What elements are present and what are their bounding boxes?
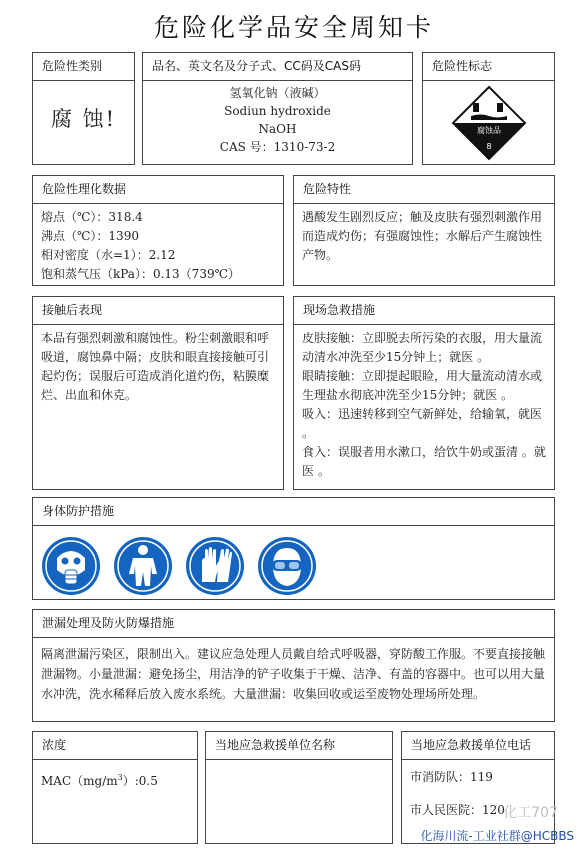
- watermark: 化海川流-工业社群@HCBBS: [420, 829, 574, 843]
- rescue-unit-header: 当地应急救援单位名称: [206, 732, 392, 760]
- exposure-box: [32, 296, 284, 490]
- hazard-props-box: [293, 175, 555, 286]
- exposure-text: 本品有强烈刺激和腐蚀性。粉尘刺激眼和呼吸道，腐蚀鼻中隔；皮肤和眼直接接触可引起灼伤；误服后可造成消化道灼伤，粘膜糜烂、出血和休克。: [41, 331, 270, 402]
- concentration-box: [32, 731, 198, 844]
- hazard-props-header: 危险特性: [294, 176, 554, 204]
- page-title: 危险化学品安全周知卡: [153, 13, 434, 42]
- hazard-props-text: 遇酸发生剧烈反应；触及皮肤有强烈刺激作用而造成灼伤；有强腐蚀性；水解后产生腐蚀性产物。: [302, 210, 543, 262]
- hazard-category-box: [32, 52, 135, 165]
- rescue-phone-header: 当地应急救援单位电话: [402, 732, 554, 760]
- goggles-icon: [257, 536, 317, 596]
- hazard-sign-label: 腐蚀品: [477, 126, 501, 135]
- rescue-unit-box: [205, 731, 393, 844]
- leak-text: 隔离泄漏污染区，限制出入。建议应急处理人员戴自给式呼吸器，穿防酸工作服。不要直接接触泄漏物。小量泄漏：避免扬尘，用洁净的铲子收集于干燥、洁净、有盖的容器中。也可以用大量水冲洗，洗水稀释后放入废水系统。大量泄漏：收集回收或运至废物处理场所处理。: [41, 647, 546, 701]
- cas-number: CAS 号：1310-73-2: [219, 140, 336, 154]
- exposure-header: 接触后表现: [33, 297, 283, 325]
- english-name: Sodiun hydroxide: [224, 104, 331, 118]
- first-aid-inhalation: 吸入：迅速转移到空气新鲜处，给输氧，就医 。: [302, 407, 543, 440]
- hazard-category-header: 危险性类别: [33, 53, 134, 81]
- physchem-box: [32, 175, 284, 286]
- fire-department-phone: 市消防队：119: [410, 770, 493, 784]
- first-aid-ingestion: 食入：误服者用水漱口，给饮牛奶或蛋清 。就医 。: [302, 445, 546, 478]
- hazard-sign-number: 8: [486, 142, 492, 151]
- corrosive-diamond-icon: [451, 85, 527, 161]
- hospital-phone: 市人民医院：120: [410, 803, 505, 817]
- protection-header: 身体防护措施: [33, 498, 554, 526]
- first-aid-box: [293, 296, 555, 490]
- relative-density: 相对密度（水=1）：2.12: [41, 248, 176, 262]
- protection-box: [32, 497, 555, 600]
- melting-point: 熔点（℃）：318.4: [41, 210, 143, 224]
- gas-mask-icon: [41, 536, 101, 596]
- chinese-name: 氢氧化钠（液碱）: [229, 86, 326, 100]
- protective-suit-icon: [113, 536, 173, 596]
- concentration-value: $MAC(mg/m^3):0.5$: [41, 773, 158, 788]
- names-header: 品名、英文名及分子式、CC码及CAS码: [143, 53, 412, 81]
- hazard-sign-header: 危险性标志: [423, 53, 554, 81]
- leak-header: 泄漏处理及防火防爆措施: [33, 610, 554, 638]
- first-aid-skin: 皮肤接触：立即脱去所污染的衣服，用大量流动清水冲洗至少15分钟上；就医 。: [302, 331, 543, 364]
- molecular-formula: NaOH: [258, 122, 297, 136]
- hazard-sign-box: [422, 52, 555, 165]
- boiling-point: 沸点（℃）：1390: [41, 229, 139, 243]
- leak-box: [32, 609, 555, 722]
- hazard-category-value: 腐 蚀!: [50, 107, 117, 131]
- physchem-header: 危险性理化数据: [33, 176, 283, 204]
- vapor-pressure: 饱和蒸气压（kPa）：0.13（739℃）: [41, 267, 241, 281]
- first-aid-eyes: 眼睛接触：立即提起眼睑，用大量流动清水或生理盐水彻底冲洗至少15分钟；就医 。: [302, 369, 543, 402]
- gloves-icon: [185, 536, 245, 596]
- first-aid-header: 现场急救措施: [294, 297, 554, 325]
- watermark-sub: 化工707: [503, 805, 558, 821]
- names-box: [142, 52, 413, 165]
- concentration-header: 浓度: [33, 732, 197, 760]
